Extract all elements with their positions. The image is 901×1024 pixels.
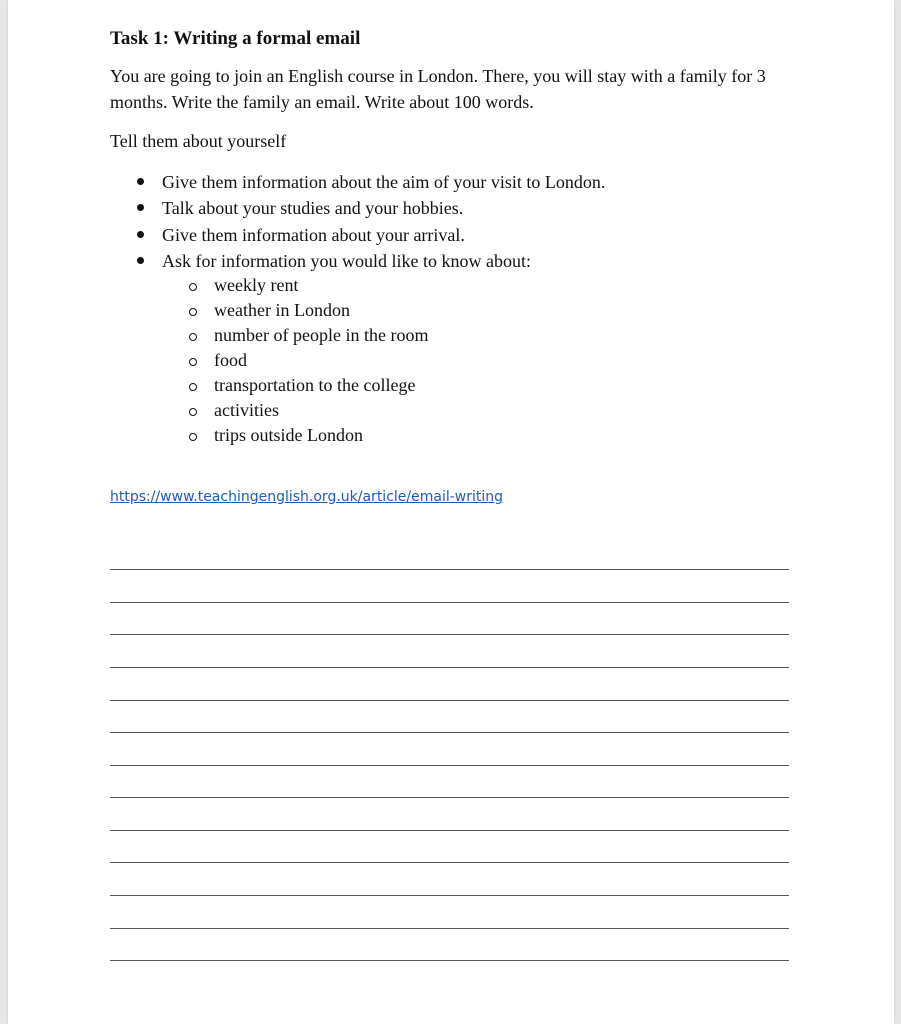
bullet-dot-icon (137, 231, 144, 238)
task-instruction: Tell them about yourself (110, 131, 287, 151)
sub-bullet-text: activities (214, 400, 279, 420)
writing-line[interactable] (110, 700, 789, 701)
bullet-item (110, 248, 605, 274)
bullet-item (110, 169, 605, 195)
sub-bullet-item (110, 298, 428, 323)
bullet-text: Talk about your studies and your hobbies. (162, 198, 464, 219)
writing-line[interactable] (110, 602, 789, 603)
sub-bullet-item (110, 273, 428, 298)
bullet-dot-icon (137, 257, 144, 264)
sub-bullet-item (110, 323, 428, 348)
sub-bullet-item (110, 398, 428, 423)
bullet-text: Ask for information you would like to know about: (162, 250, 531, 271)
circle-bullet-icon (189, 283, 197, 291)
bullet-text: Give them information about your arrival. (162, 224, 465, 245)
sub-bullet-item (110, 348, 428, 373)
sub-bullet-text: food (214, 350, 247, 370)
writing-line[interactable] (110, 569, 789, 570)
writing-line[interactable] (110, 830, 789, 831)
circle-bullet-icon (189, 383, 197, 391)
circle-bullet-icon (189, 433, 197, 441)
sub-bullet-item (110, 423, 428, 448)
writing-line[interactable] (110, 797, 789, 798)
sub-bullet-item (110, 373, 428, 398)
bullet-text: Give them information about the aim of your visit to London. (162, 172, 606, 192)
sub-bullet-list (110, 273, 428, 448)
bullet-dot-icon (137, 204, 144, 211)
sub-bullet-text: transportation to the college (214, 375, 416, 395)
circle-bullet-icon (189, 308, 197, 316)
writing-line[interactable] (110, 732, 789, 733)
sub-bullet-text: number of people in the room (214, 325, 429, 345)
task-title: Task 1: Writing a formal email (110, 28, 361, 49)
writing-line[interactable] (110, 928, 789, 929)
bullet-list (110, 169, 605, 274)
bullet-item (110, 195, 605, 221)
writing-line[interactable] (110, 960, 789, 961)
sub-bullet-text: weekly rent (214, 275, 299, 295)
task-intro: You are going to join an English course in London. There, you will stay with a family for 3 months. Write the family an email. Write about 100 words. (110, 66, 766, 112)
reference-link[interactable]: https://www.teachingenglish.org.uk/article/email-writing (110, 489, 504, 505)
bullet-dot-icon (137, 178, 144, 185)
circle-bullet-icon (189, 333, 197, 341)
circle-bullet-icon (189, 358, 197, 366)
bullet-item (110, 222, 605, 248)
writing-line[interactable] (110, 634, 789, 635)
writing-line[interactable] (110, 895, 789, 896)
document-page (8, 0, 894, 1024)
circle-bullet-icon (189, 408, 197, 416)
writing-line[interactable] (110, 667, 789, 668)
sub-bullet-text: weather in London (214, 300, 350, 320)
writing-line[interactable] (110, 862, 789, 863)
writing-line[interactable] (110, 765, 789, 766)
sub-bullet-text: trips outside London (214, 425, 363, 445)
